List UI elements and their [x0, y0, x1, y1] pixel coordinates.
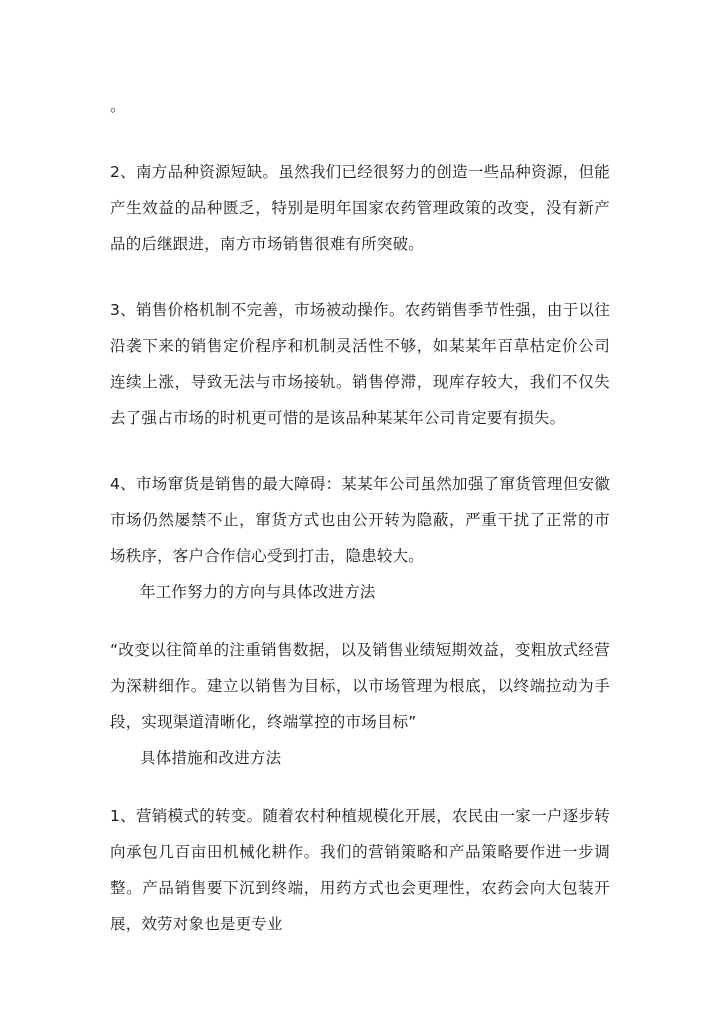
paragraph-item-4: 4、市场窜货是销售的最大障碍：某某年公司虽然加强了窜货管理但安徽市场仍然屡禁不止，窜货方式也由公开转为隐蔽，严重干扰了正常的市场秩序，客户合作信心受到打击，隐患较大。	[110, 475, 610, 565]
document-page	[110, 88, 610, 942]
paragraph-quote: “改变以往简单的注重销售数据，以及销售业绩短期效益，变粗放式经营为深耕细作。建立以销售为目标，以市场管理为根底，以终端拉动为手段，实现渠道清晰化，终端掌控的市场目标”	[110, 641, 610, 731]
paragraph-fragment: 。	[110, 97, 126, 115]
paragraph-item-1-marketing: 1、营销模式的转变。随着农村种植规模化开展，农民由一家一户逐步转向承包几百亩田机械化耕作。我们的营销策略和产品策略要作进一步调整。产品销售要下沉到终端，用药方式也会更理性，农药会向大包装开展，效劳对象也是更专业	[110, 807, 610, 933]
section-heading-measures: 具体措施和改进方法	[140, 749, 282, 767]
paragraph-item-2: 2、南方品种资源短缺。虽然我们已经很努力的创造一些品种资源，但能产生效益的品种匮乏，特别是明年国家农药管理政策的改变，没有新产品的后继跟进，南方市场销售很难有所突破。	[110, 163, 610, 253]
section-heading-direction: 年工作努力的方向与具体改进方法	[140, 583, 376, 601]
paragraph-item-3: 3、销售价格机制不完善，市场被动操作。农药销售季节性强，由于以往沿袭下来的销售定价程序和机制灵活性不够，如某某年百草枯定价公司连续上涨，导致无法与市场接轨。销售停滞，现库存较大，我们不仅失去了强占市场的时机更可惜的是该品种某某年公司肯定要有损失。	[110, 301, 610, 427]
